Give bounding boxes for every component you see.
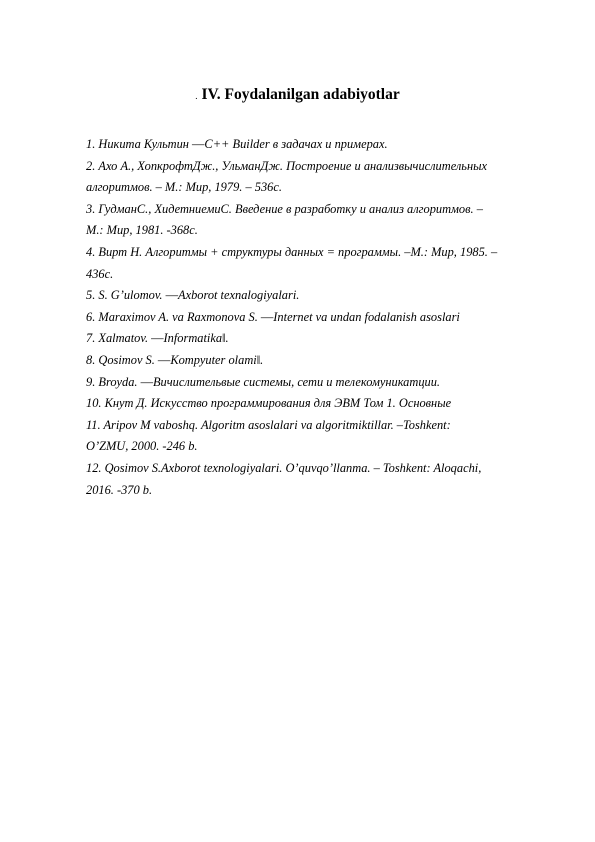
reference-line: O’ZMU, 2000. -246 b. <box>86 439 198 454</box>
reference-line: 4. Вирт Н. Алгоритмы + структуры данных = программы. –М.: Мир, 1985. – <box>86 244 498 259</box>
reference-line: 7. Xalmatov. ―Informatika‖. <box>86 331 229 346</box>
reference-line: 10. Кнут Д. Искусство программирования для ЭВМ Том 1. Основные <box>86 396 452 411</box>
reference-line: М.: Мир, 1981. -368с. <box>86 223 198 238</box>
reference-line: 8. Qosimov S. ―Kompyuter olami‖. <box>86 352 264 367</box>
reference-line: 5. S. G’ulomov. ―Axborot texnalogiyalari. <box>86 288 300 303</box>
heading-dot: . <box>195 91 198 101</box>
reference-line: 9. Broyda. ―Вичислительвые системы, сети и телекомуникатции. <box>86 374 441 389</box>
reference-line: 11. Aripov M vaboshq. Algoritm asoslalari va algoritmiktillar. –Toshkent: <box>86 417 451 432</box>
heading-title: IV. Foydalanilgan adabiyotlar <box>201 86 400 103</box>
section-heading <box>0 86 595 104</box>
reference-line: 6. Maraximov A. va Raxmonova S. ―Internet va undan fodalanish asoslari <box>86 309 460 324</box>
reference-line: 2016. -370 b. <box>86 482 153 497</box>
reference-line: 436с. <box>86 266 114 281</box>
reference-line: 1. Никита Культин ―C++ Builder в задачах и примерах. <box>86 137 388 151</box>
reference-line: алгоритмов. – М.: Мир, 1979. – 536с. <box>86 180 282 195</box>
reference-line: 3. ГудманС., ХидетниемиС. Введение в разработку и анализ алгоритмов. – <box>86 201 483 216</box>
reference-line: 12. Qosimov S.Axborot texnologiyalari. O’quvqo’llanma. – Toshkent: Aloqachi, <box>86 460 482 475</box>
reference-line: 2. Ахо А., ХопкрофтДж., УльманДж. Построение и анализвычислительных <box>86 158 487 173</box>
reference-list <box>86 134 556 501</box>
